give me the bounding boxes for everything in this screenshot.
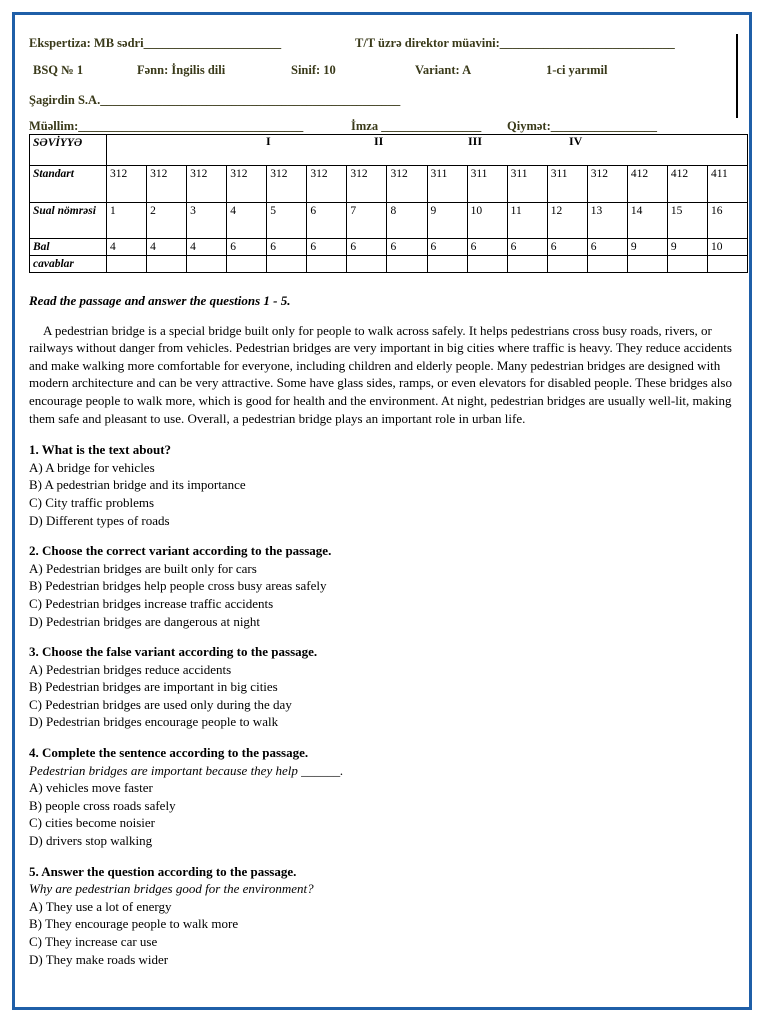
bal-cell: 6 [467,239,507,256]
sual-cell: 3 [187,203,227,239]
standart-cell: 311 [507,166,547,203]
standart-cell: 311 [547,166,587,203]
standart-cell: 412 [627,166,667,203]
answer-cell[interactable] [707,256,747,273]
answer-cell[interactable] [427,256,467,273]
answer-cell[interactable] [227,256,267,273]
answer-cell[interactable] [307,256,347,273]
answer-cell[interactable] [587,256,627,273]
grade-score-line: Qiymət:_________________ [507,119,657,133]
student-name-line: Şagirdin S.A.________________________________________________ [29,93,401,107]
question-4 [29,744,744,850]
bal-cell: 10 [707,239,747,256]
standart-cell: 312 [187,166,227,203]
standart-cell: 312 [307,166,347,203]
sual-cell: 15 [667,203,707,239]
bal-cell: 6 [547,239,587,256]
option[interactable]: B) They encourage people to walk more [29,916,239,932]
question-3 [29,643,744,731]
standart-cell: 311 [467,166,507,203]
option[interactable]: C) Pedestrian bridges are used only during the day [29,696,292,712]
option[interactable]: B) A pedestrian bridge and its importance [29,477,246,493]
grade: Sinif: 10 [291,63,336,77]
option[interactable]: D) Pedestrian bridges encourage people to walk [29,714,279,730]
sual-cell: 4 [227,203,267,239]
bal-cell: 4 [147,239,187,256]
answer-cell[interactable] [627,256,667,273]
question-title: 1. What is the text about? [29,442,172,458]
answer-cell[interactable] [387,256,427,273]
bal-label: Bal [30,239,107,256]
bal-cell: 6 [347,239,387,256]
worksheet-content [29,292,744,981]
bal-cell: 6 [387,239,427,256]
standart-cell: 411 [707,166,747,203]
ekspertiza-line: Ekspertiza: MB sədri______________________ [29,36,282,50]
option[interactable]: D) Different types of roads [29,512,170,528]
standart-cell: 311 [427,166,467,203]
bal-cell: 4 [187,239,227,256]
margin-line [736,34,738,118]
sual-cell: 5 [267,203,307,239]
standart-cell: 412 [667,166,707,203]
question-title: 4. Complete the sentence according to the passage. [29,745,309,761]
bal-cell: 6 [307,239,347,256]
cavablar-label: cavablar [30,256,107,273]
answer-cell[interactable] [107,256,147,273]
sual-cell: 7 [347,203,387,239]
option[interactable]: B) Pedestrian bridges help people cross busy areas safely [29,578,327,594]
sual-cell: 8 [387,203,427,239]
option[interactable]: A) Pedestrian bridges reduce accidents [29,661,232,677]
standart-cell: 312 [227,166,267,203]
sual-cell: 13 [587,203,627,239]
option[interactable]: C) Pedestrian bridges increase traffic accidents [29,595,274,611]
signature-line: İmza ________________ [351,119,482,133]
bsq-number: BSQ № 1 [33,63,84,77]
standart-row [30,166,748,203]
sual-cell: 12 [547,203,587,239]
option[interactable]: B) people cross roads safely [29,797,176,813]
bal-cell: 6 [587,239,627,256]
instruction: Read the passage and answer the questions 1 - 5. [29,293,291,308]
answer-cell[interactable] [187,256,227,273]
question-2 [29,542,744,630]
direktor-line: T/T üzrə direktor müavini:____________________________ [355,36,675,50]
standart-label: Standart [30,166,107,203]
level-row [30,135,748,166]
sual-label: Sual nömrəsi [30,203,107,239]
bal-cell: 4 [107,239,147,256]
answer-cell[interactable] [147,256,187,273]
sual-cell: 1 [107,203,147,239]
option[interactable]: A) A bridge for vehicles [29,459,155,475]
bal-cell: 6 [427,239,467,256]
option[interactable]: A) They use a lot of energy [29,898,172,914]
sual-cell: 10 [467,203,507,239]
reading-passage: A pedestrian bridge is a special bridge built only for people to walk across safely. It helps pedestrians cross busy roads, rivers, or railways without danger from vehicles. Pedestrian bridges are very important in big cities where traffic is heavy. They reduce accidents and make walking more comfortable for everyone, including children and elderly people. Many pedestrian bridges are designed with modern architecture and can be very attractive. Some have glass sides, ramps, or even elevators for disabled people. These bridges also encourage people to walk more, which is good for health and the environment. At night, pedestrian bridges are usually well-lit, making them safe and pleasant to use. Overall, a pedestrian bridge plays an important role in urban life. [29,322,732,426]
answer-cell[interactable] [667,256,707,273]
cavablar-row [30,256,748,273]
bal-row [30,239,748,256]
sual-row [30,203,748,239]
sual-cell: 2 [147,203,187,239]
option[interactable]: A) vehicles move faster [29,780,153,796]
subject: Fənn: İngilis dili [137,63,226,77]
standart-cell: 312 [587,166,627,203]
sual-cell: 16 [707,203,747,239]
standart-cell: 312 [387,166,427,203]
answer-cell[interactable] [267,256,307,273]
level-iii: III [468,134,483,148]
option[interactable]: B) Pedestrian bridges are important in big cities [29,679,278,695]
question-title: 3. Choose the false variant according to the passage. [29,644,318,660]
bal-cell: 6 [507,239,547,256]
level-label: SƏVİYYƏ [30,135,107,166]
answer-cell[interactable] [347,256,387,273]
level-ii: II [374,134,384,148]
bal-cell: 6 [227,239,267,256]
bal-cell: 9 [667,239,707,256]
option[interactable]: D) Pedestrian bridges are dangerous at night [29,613,261,629]
option[interactable]: C) cities become noisier [29,815,155,831]
semester: 1-ci yarımil [546,63,608,77]
sual-cell: 9 [427,203,467,239]
standart-cell: 312 [267,166,307,203]
level-cell [107,135,748,166]
answer-cell[interactable] [467,256,507,273]
question-title: 2. Choose the correct variant according to the passage. [29,543,332,559]
option[interactable]: C) They increase car use [29,934,158,949]
question-5 [29,863,744,969]
standart-cell: 312 [147,166,187,203]
bal-cell: 6 [267,239,307,256]
sual-cell: 6 [307,203,347,239]
option[interactable]: C) City traffic problems [29,494,155,510]
standart-cell: 312 [107,166,147,203]
level-iv: IV [569,134,583,148]
level-i: I [266,134,271,148]
question-1 [29,441,744,529]
sual-cell: 11 [507,203,547,239]
option[interactable]: A) Pedestrian bridges are built only for cars [29,560,257,576]
option[interactable]: D) They make roads wider [29,951,169,967]
teacher-line: Müəllim:____________________________________ [29,119,304,133]
question-prompt: Pedestrian bridges are important because they help ______. [29,762,344,778]
option[interactable]: D) drivers stop walking [29,833,153,849]
score-table [29,134,748,273]
standart-cell: 312 [347,166,387,203]
answer-cell[interactable] [507,256,547,273]
question-prompt: Why are pedestrian bridges good for the environment? [29,881,314,897]
bal-cell: 9 [627,239,667,256]
sual-cell: 14 [627,203,667,239]
answer-cell[interactable] [547,256,587,273]
variant: Variant: A [415,63,472,77]
question-title: 5. Answer the question according to the passage. [29,863,297,879]
